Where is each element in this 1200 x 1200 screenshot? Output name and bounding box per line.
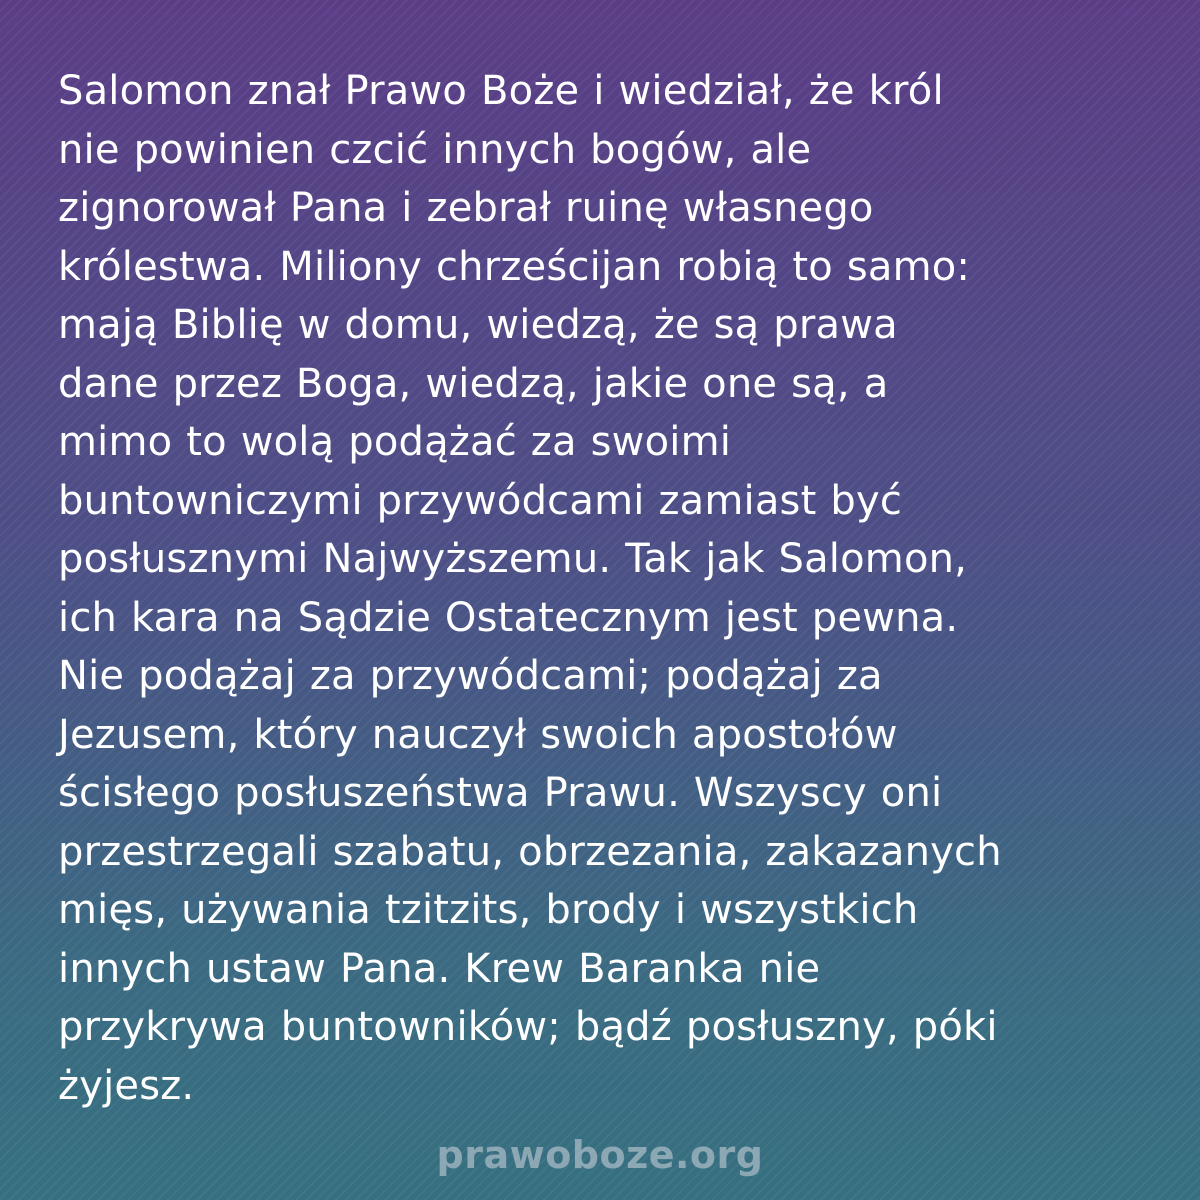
quote-line: Jezusem, który nauczył swoich apostołów	[58, 711, 898, 758]
quote-line: mimo to wolą podążać za swoimi	[58, 419, 732, 465]
quote-line: buntowniczymi przywódcami zamiast być	[58, 477, 903, 524]
quote-line: przykrywa buntowników; bądź posłuszny, póki	[58, 1004, 998, 1050]
quote-line: zignorował Pana i zebrał ruinę własnego	[58, 185, 874, 231]
quote-line: ścisłego posłuszeństwa Prawu. Wszyscy oni	[58, 770, 943, 816]
quote-line: królestwa. Miliony chrześcijan robią to samo:	[58, 243, 971, 290]
quote-line: mają Biblię w domu, wiedzą, że są prawa	[58, 302, 898, 348]
quote-line: dane przez Boga, wiedzą, jakie one są, a	[58, 360, 889, 407]
quote-line: nie powinien czcić innych bogów, ale	[58, 126, 812, 173]
quote-line: żyjesz.	[58, 1062, 195, 1109]
quote-text	[58, 62, 1148, 1115]
quote-line: przestrzegali szabatu, obrzezania, zakazanych	[58, 828, 1002, 875]
quote-line: mięs, używania tzitzits, brody i wszystkich	[58, 887, 919, 933]
quote-line: Salomon znał Prawo Boże i wiedział, że król	[58, 68, 944, 114]
quote-line: posłusznymi Najwyższemu. Tak jak Salomon,	[58, 536, 968, 582]
quote-line: Nie podążaj za przywódcami; podążaj za	[58, 653, 883, 699]
site-watermark: prawoboze.org	[436, 1133, 764, 1177]
quote-line: innych ustaw Pana. Krew Baranka nie	[58, 945, 821, 992]
quote-line: ich kara na Sądzie Ostatecznym jest pewna.	[58, 594, 959, 641]
